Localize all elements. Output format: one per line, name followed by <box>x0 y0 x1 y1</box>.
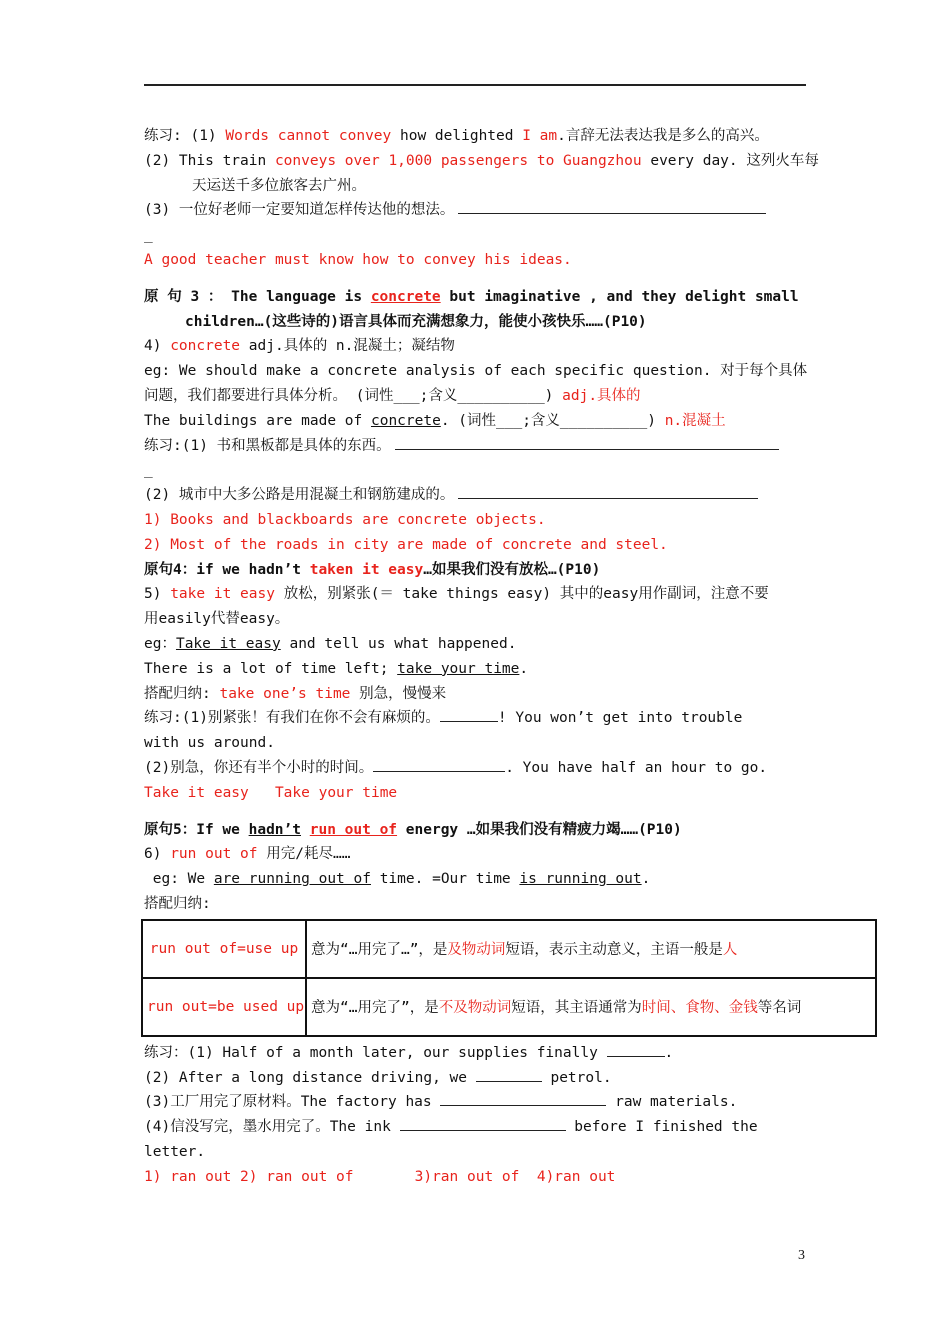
answer-blank <box>607 1042 665 1057</box>
exercise-line: (4)信没写完，墨水用完了。The ink before I finished the <box>144 1115 806 1140</box>
collocation-line: 搭配归纳: take one’s time 别急，慢慢来 <box>144 685 447 702</box>
vocab-item: 4) concrete adj.具体的 n.混凝土；凝结物 <box>144 338 455 355</box>
exercise-line: _ <box>144 462 153 479</box>
example-line: 问题，我们都要进行具体分析。 (词性___;含义__________) adj.具体的 <box>144 387 641 404</box>
page-number: 3 <box>798 1248 805 1263</box>
example-line: There is a lot of time left; take your time. <box>144 660 529 677</box>
exercise-line: (3)工厂用完了原材料。The factory has raw materials. <box>144 1090 806 1115</box>
vocab-item: 5) take it easy 放松，别紧张(＝ take things easy) 其中的easy用作副词，注意不要 <box>144 586 769 603</box>
table-row <box>142 920 876 978</box>
collocation-table <box>141 919 877 1037</box>
example-line: eg: We are running out of time. =Our time is running out. <box>144 871 651 888</box>
answer-blank <box>458 199 766 214</box>
answer-blank <box>395 435 779 450</box>
exercise-line: (2)别急，你还有半个小时的时间。 . You have half an hour to go. <box>144 756 806 781</box>
example-line: eg：Take it easy and tell us what happened. <box>144 635 517 652</box>
answer-line: A good teacher must know how to convey his ideas. <box>144 251 572 268</box>
section-title: 原 句 3 ： The language is concrete but imaginative , and they delight small <box>144 288 799 305</box>
document-body <box>144 124 819 1189</box>
table-cell-phrase: run out of=use up <box>142 920 306 978</box>
answer-blank <box>440 1091 606 1106</box>
exercise-line: with us around. <box>144 735 275 752</box>
table-cell-phrase: run out=be used up <box>142 978 306 1036</box>
section-title: 原句5：If we hadn’t run out of energy …如果我们没有精疲力竭……(P10) <box>144 821 682 838</box>
answer-blank <box>440 707 498 722</box>
answer-line: 2) Most of the roads in city are made of concrete and steel. <box>144 536 668 553</box>
answer-line: Take it easy Take your time <box>144 784 398 801</box>
example-line: The buildings are made of concrete. (词性___;含义__________) n.混凝土 <box>144 412 726 429</box>
table-cell-description: 意为“…用完了…”，是及物动词短语，表示主动意义，主语一般是人 <box>306 920 876 978</box>
exercise-line: _ <box>144 227 153 244</box>
exercise-line: 练习: (1) Words cannot convey how delighted I am.言辞无法表达我是多么的高兴。 <box>144 128 769 144</box>
vocab-item: 6) run out of 用完/耗尽…… <box>144 846 351 863</box>
answer-blank <box>458 484 758 499</box>
exercise-line: (3) 一位好老师一定要知道怎样传达他的想法。 <box>144 198 806 223</box>
answer-blank <box>373 757 505 772</box>
exercise-line: (2) After a long distance driving, we petrol. <box>144 1066 806 1091</box>
answer-line: 1) Books and blackboards are concrete objects. <box>144 511 546 528</box>
exercise-line: (2) This train conveys over 1,000 passengers to Guangzhou every day. 这列火车每 <box>144 152 819 169</box>
exercise-line: letter. <box>144 1143 206 1160</box>
collocation-line: 搭配归纳: <box>144 895 211 912</box>
exercise-line: 天运送千多位旅客去广州。 <box>192 177 366 194</box>
exercise-line: 练习：(1) Half of a month later, our supplies finally . <box>144 1041 806 1066</box>
example-line: eg: We should make a concrete analysis of each specific question. 对于每个具体 <box>144 363 808 380</box>
exercise-line: 练习:(1) 书和黑板都是具体的东西。 <box>144 434 806 459</box>
answer-line: 1) ran out 2) ran out of 3)ran out of 4)ran out <box>144 1168 616 1185</box>
section-title: children…(这些诗的)语言具体而充满想象力，能使小孩快乐……(P10) <box>185 313 647 330</box>
section-title: 原句4：if we hadn’t taken it easy…如果我们没有放松…(P10) <box>144 561 601 578</box>
table-row <box>142 978 876 1036</box>
answer-blank <box>476 1067 542 1082</box>
table-cell-description: 意为“…用完了”，是不及物动词短语，其主语通常为时间、食物、金钱等名词 <box>306 978 876 1036</box>
answer-blank <box>400 1116 566 1131</box>
vocab-item: 用easily代替easy。 <box>144 611 290 628</box>
exercise-line: 练习:(1)别紧张！有我们在你不会有麻烦的。 ! You won’t get into trouble <box>144 706 806 731</box>
header-rule <box>144 84 806 86</box>
exercise-line: (2) 城市中大多公路是用混凝土和钢筋建成的。 <box>144 483 806 508</box>
